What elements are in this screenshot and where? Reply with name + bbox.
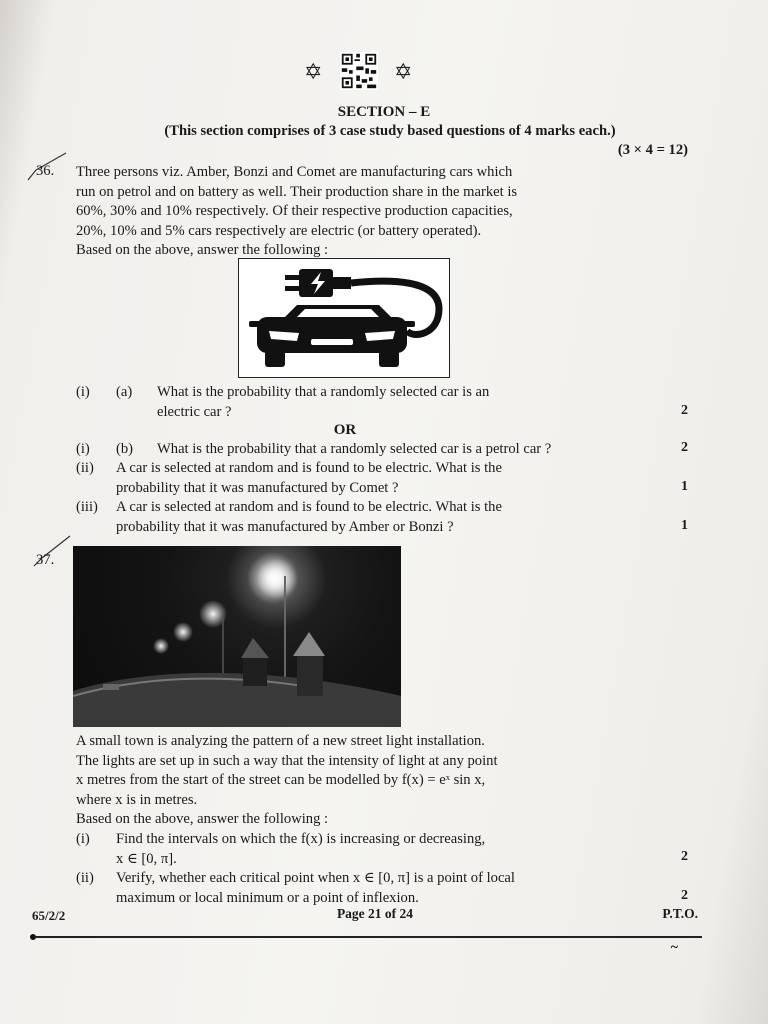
part-line: Find the intervals on which the f(x) is increasing or decreasing, xyxy=(116,831,486,847)
part-num: (ii) xyxy=(76,870,94,886)
part-line: A car is selected at random and is found to be electric. What is the xyxy=(116,499,502,515)
part-line: electric car ? xyxy=(157,403,232,420)
question-number: 37. xyxy=(36,552,55,568)
part-line: Verify, whether each critical point when x ∈ [0, π] is a point of local xyxy=(116,870,515,886)
part-line: x ∈ [0, π]. xyxy=(116,850,177,867)
question-36-i-a xyxy=(157,383,657,422)
marks-formula: (3 × 4 = 12) xyxy=(617,142,688,158)
part-num: (iii) xyxy=(76,499,98,515)
question-36-stem xyxy=(76,163,676,261)
star-of-david-icon: ✡ xyxy=(394,60,413,85)
stem-line: A small town is analyzing the pattern of a new street light installation. xyxy=(76,733,485,749)
electric-car-icon xyxy=(239,259,449,377)
or-separator: OR xyxy=(333,422,357,438)
part-num: (i) xyxy=(76,441,90,457)
marks: 1 xyxy=(681,518,688,533)
part-num: (i) xyxy=(76,831,90,847)
qr-code-icon xyxy=(340,52,378,90)
stem-line: The lights are set up in such a way that the intensity of light at any point xyxy=(76,752,498,769)
part-line: What is the probability that a randomly selected car is an xyxy=(157,384,490,400)
part-line: A car is selected at random and is found to be electric. What is the xyxy=(116,460,502,476)
stem-line: where x is in metres. xyxy=(76,791,198,808)
marks: 2 xyxy=(681,888,688,903)
marks: 2 xyxy=(681,403,688,418)
paper-code: 65/2/2 xyxy=(32,908,66,923)
marks: 2 xyxy=(681,440,688,455)
sub-part: (a) xyxy=(116,384,133,400)
question-36-i-b: What is the probability that a randomly selected car is a petrol car ? xyxy=(157,441,552,457)
part-line: probability that it was manufactured by Comet ? xyxy=(116,479,399,496)
street-light-scene-image xyxy=(73,546,401,727)
stem-line: Three persons viz. Amber, Bonzi and Comet are manufacturing cars which xyxy=(76,164,513,180)
footer-rule xyxy=(36,936,702,938)
question-prompt: Based on the above, answer the following : xyxy=(76,242,329,258)
question-37-ii xyxy=(116,869,656,908)
question-37-stem xyxy=(76,732,676,830)
sub-part: (b) xyxy=(116,441,134,457)
electric-car-illustration xyxy=(238,258,450,378)
question-number: 36. xyxy=(36,163,55,179)
page-number: Page 21 of 24 xyxy=(336,906,414,921)
part-num: (i) xyxy=(76,384,90,400)
stem-line: x metres from the start of the street can be modelled by f(x) = eˣ sin x, xyxy=(76,772,486,788)
part-line: probability that it was manufactured by Amber or Bonzi ? xyxy=(116,518,454,535)
street-light-photo xyxy=(73,546,401,727)
marks: 1 xyxy=(681,479,688,494)
stem-line: 60%, 30% and 10% respectively. Of their respective production capacities, xyxy=(76,203,513,219)
part-num: (ii) xyxy=(76,460,94,476)
section-title: SECTION – E xyxy=(337,104,431,120)
question-37-i xyxy=(116,830,656,869)
footer-mark: ~ xyxy=(670,940,678,955)
question-36-iii xyxy=(116,498,656,537)
stem-line: 20%, 10% and 5% cars respectively are electric (or battery operated). xyxy=(76,222,482,239)
section-subtitle: (This section comprises of 3 case study based questions of 4 marks each.) xyxy=(164,123,616,139)
stem-line: run on petrol and on battery as well. Their production share in the market is xyxy=(76,183,518,200)
part-line: maximum or local minimum or a point of inflexion. xyxy=(116,889,419,906)
page-header-emblems xyxy=(300,52,420,96)
marks: 2 xyxy=(681,849,688,864)
question-36-ii xyxy=(116,459,656,498)
question-prompt: Based on the above, answer the following : xyxy=(76,811,329,827)
pto-label: P.T.O. xyxy=(662,906,698,921)
star-of-david-icon: ✡ xyxy=(304,60,323,85)
